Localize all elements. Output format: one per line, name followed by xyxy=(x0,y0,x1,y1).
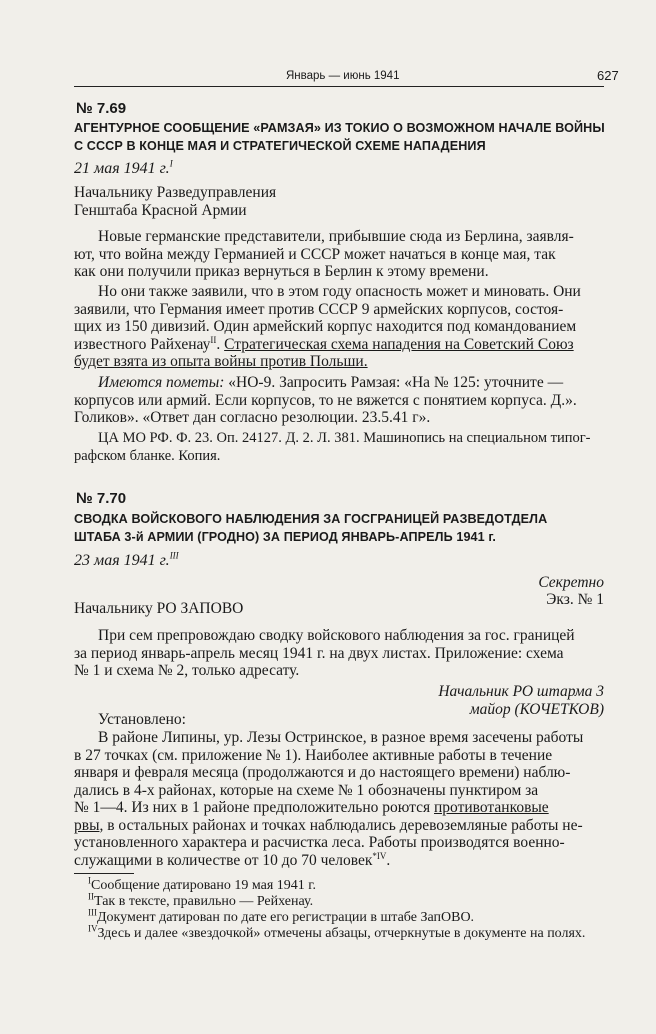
footnote xyxy=(74,907,614,926)
secrecy-mark: Секретно xyxy=(538,574,604,591)
text-line: № 1 и схема № 2, только адресату. xyxy=(74,662,300,679)
text-line: установленного характера и расчистка леса. Работы производятся военно- xyxy=(74,834,565,851)
text-line: Новые германские представители, прибывшие сюда из Берлина, заявля- xyxy=(98,228,574,245)
doc-number: № 7.69 xyxy=(76,100,127,117)
footnote-ref: II xyxy=(210,334,217,345)
doc-heading-line: ШТАБА 3-й АРМИИ (ГРОДНО) ЗА ПЕРИОД ЯНВАРЬ-АПРЕЛЬ 1941 г. xyxy=(74,530,497,544)
footnote-text: Так в тексте, правильно — Рейхенау. xyxy=(94,894,314,909)
footnote-mark: III xyxy=(88,907,97,918)
text-line: заявили, что Германия имеет против СССР 9 армейских корпусов, состоя- xyxy=(74,300,564,318)
marks-paragraph xyxy=(74,374,614,427)
text-line: января и февраля месяца (продолжаются и до настоящего времени) наблю- xyxy=(74,764,571,781)
text-span: . xyxy=(386,851,391,869)
archive-source xyxy=(74,430,614,465)
footnote xyxy=(74,891,614,910)
footnote-text: Документ датирован по дате его регистрации в штабе ЗапОВО. xyxy=(97,910,475,925)
paragraph xyxy=(74,627,614,680)
text-line: известного Райхенау$^{II}$. Стратегическая схема нападения на Советский Союз xyxy=(74,334,574,353)
doc-heading xyxy=(74,119,614,155)
underlined-text: Стратегическая схема нападения на Советский Союз xyxy=(224,335,574,353)
text-span: № 1—4. Из них в 1 районе предположительно роются xyxy=(74,799,435,816)
doc-heading-line: СВОДКА ВОЙСКОВОГО НАБЛЮДЕНИЯ ЗА ГОСГРАНИЦЕЙ РАЗВЕДОТДЕЛА xyxy=(74,512,548,526)
text-line: рафском бланке. Копия. xyxy=(74,447,221,464)
text-line: При сем препровождаю сводку войскового наблюдения за гос. границей xyxy=(98,627,575,644)
text-span: , в остальных районах и точках наблюдались деревоземляные работы не- xyxy=(99,816,583,834)
page-number: 627 xyxy=(597,68,619,83)
addressee: Начальнику РО ЗАПОВО xyxy=(74,600,244,617)
text-line: Голиков». «Ответ дан согласно резолюции. 23.5.41 г». xyxy=(74,409,431,426)
addressee xyxy=(74,184,614,219)
marks-label: Имеются пометы: xyxy=(98,374,225,391)
doc-date-text: 23 мая 1941 г. xyxy=(74,552,170,569)
addressee-line: Генштаба Красной Армии xyxy=(74,201,247,219)
underlined-text: будет взята из опыта войны против Польши. xyxy=(74,353,368,370)
footnote xyxy=(74,875,614,894)
text-line: за период январь-апрель месяц 1941 г. на двух листах. Приложение: схема xyxy=(74,644,564,662)
text-line: ЦА МО РФ. Ф. 23. Оп. 24127. Д. 2. Л. 381. Машинопись на специальном типог- xyxy=(98,430,591,446)
footnote xyxy=(74,923,614,942)
footnote-separator xyxy=(74,873,134,874)
signature-line: Начальник РО штарма 3 xyxy=(438,683,604,700)
doc-date xyxy=(74,552,179,570)
established-label: Установлено: xyxy=(98,711,186,728)
text-line: корпусов или армий. Если корпусов, то не вяжется с понятием корпуса. Д.». xyxy=(74,391,577,409)
running-head-title: Январь — июнь 1941 xyxy=(286,70,400,82)
footnote-mark: II xyxy=(88,891,94,902)
text-line: Но они также заявили, что в этом году опасность может и миновать. Они xyxy=(98,283,581,300)
text-line: ют, что война между Германией и СССР может начаться в конце мая, так xyxy=(74,245,556,263)
header-rule xyxy=(74,86,604,87)
paragraph xyxy=(74,228,614,281)
text-line xyxy=(74,852,614,870)
text-line xyxy=(74,374,614,392)
text-line: в 27 точках (см. приложение № 1). Наиболее активные работы в течение xyxy=(74,746,553,764)
text-line: как они получили приказ вернуться в Берлин к этому времени. xyxy=(74,263,489,280)
text-line: щих из 150 дивизий. Один армейский корпус находится под командованием xyxy=(74,318,577,335)
text-line xyxy=(74,817,614,835)
paragraph xyxy=(74,729,614,869)
copy-number: Экз. № 1 xyxy=(546,591,604,608)
paragraph xyxy=(74,283,614,371)
text-span: «НО-9. Запросить Рамзая: «На № 125: уточните — xyxy=(224,374,564,391)
text-line: В районе Липины, ур. Лезы Остринское, в разное время засечены работы xyxy=(98,729,584,746)
addressee-line: Начальнику Разведуправления xyxy=(74,184,277,201)
footnote-mark: IV xyxy=(88,923,98,934)
footnote-text: Сообщение датировано 19 мая 1941 г. xyxy=(91,878,316,893)
footnote-ref: *IV xyxy=(372,850,387,861)
footnote-ref: III xyxy=(169,550,179,561)
doc-number: № 7.70 xyxy=(76,490,127,507)
doc-heading xyxy=(74,510,614,546)
doc-heading-line: С СССР В КОНЦЕ МАЯ И СТРАТЕГИЧЕСКОЙ СХЕМЕ НАПАДЕНИЯ xyxy=(74,139,486,153)
signature xyxy=(438,683,604,718)
footnote-mark: I xyxy=(88,875,91,886)
underlined-text: рвы xyxy=(74,816,100,834)
doc-date xyxy=(74,160,173,178)
text-line: дались в 4-х районах, которые на схеме № 1 обозначены пунктиром за xyxy=(74,781,539,799)
signature-line: майор (КОЧЕТКОВ) xyxy=(469,700,604,718)
text-span: известного Райхенау xyxy=(74,335,211,353)
doc-heading-line: АГЕНТУРНОЕ СООБЩЕНИЕ «РАМЗАЯ» ИЗ ТОКИО О ВОЗМОЖНОМ НАЧАЛЕ ВОЙНЫ xyxy=(74,121,605,135)
footnotes xyxy=(74,875,614,942)
underlined-text: противотанковые xyxy=(434,799,549,816)
doc-date-text: 21 мая 1941 г. xyxy=(74,160,170,177)
text-span: служащими в количестве от 10 до 70 человек xyxy=(74,851,373,869)
footnote-text: Здесь и далее «звездочкой» отмечены абзацы, отчеркнутые в документе на полях. xyxy=(97,926,586,941)
footnote-ref: I xyxy=(169,158,173,169)
text-line xyxy=(74,799,614,817)
